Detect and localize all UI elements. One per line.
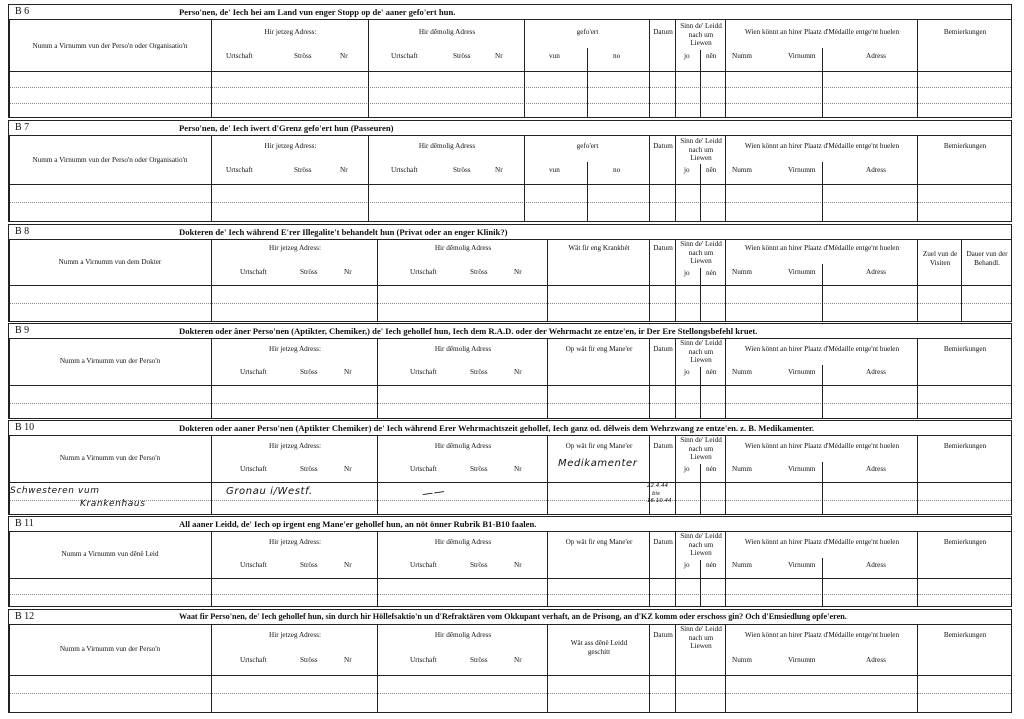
col-name-label: Numm a Virnumm vun der Perso'n oder Organisatio'n [32,42,188,50]
wien-label: Wien könnt an hirer Plaatz d'Médaille entge'nt huelen [744,28,900,36]
col-manier [547,436,649,514]
col-addr-then [377,625,547,712]
datum-label: Datum [653,142,673,150]
nen-label: nén [706,561,717,569]
adress-label: Adress [866,52,886,60]
strooss-label: Ströss [470,465,488,473]
col-sinn [675,20,725,117]
col-datum [649,240,675,321]
numm-label: Numm [732,268,752,276]
section-header [9,610,1011,625]
nr-label: Nr [340,166,348,174]
bem-label: Bemierkungen [943,538,987,546]
section-table [9,532,1011,606]
ort-label: Urtschaft [391,52,418,60]
section-code: B 6 [15,6,30,17]
sinn-label: Sinn de' Leidd nach um Liewen [680,532,722,557]
col-addr-now [211,436,377,514]
dauer-label: Dauer vun der Behandl. [966,250,1008,267]
vun-label: vun [549,166,560,174]
col-sinn [675,436,725,514]
nr-label: Nr [344,656,352,664]
col-addr-now [211,20,368,117]
section-title: Dokteren oder aaner Perso'nen (Aptikter Chemiker) de' Iech während Erer Wehrmachtszeit gehollef, Iech ganz od. dêlweis dem Wehrzwang ze entze'en. z. B. Medikamenter. [179,423,815,433]
section-b11 [8,516,1012,607]
handwritten-dash: —— [421,484,446,501]
col-name-label: Numm a Virnumm vun der Perso'n [59,357,161,365]
nen-label: nén [706,368,717,376]
nr-label: Nr [514,656,522,664]
adress-label: Adress [866,656,886,664]
strooss-label: Ströss [300,268,318,276]
addr-now-label: Hir jetzeg Adress: [264,142,317,150]
section-table [9,436,1011,514]
krankheet-label: Wät fir eng Krankhét [568,244,630,252]
strooss-label: Ströss [294,166,312,174]
numm-label: Numm [732,656,752,664]
datum-label: Datum [653,244,673,252]
col-manier [547,532,649,606]
col-sinn [675,532,725,606]
numm-label: Numm [732,465,752,473]
col-name [9,532,211,606]
col-addr-then [368,136,524,221]
addr-now-label: Hir jetzeg Adress: [269,538,321,546]
col-addr-now [211,339,377,418]
addr-now-label: Hir jetzeg Adress: [269,345,321,353]
numm-label: Numm [732,52,752,60]
strooss-label: Ströss [294,52,312,60]
nr-label: Nr [344,368,352,376]
section-code: B 9 [15,325,30,336]
col-wien [725,339,917,418]
ort-label: Urtschaft [240,561,267,569]
strooss-label: Ströss [453,52,471,60]
datum-label: Datum [653,28,673,36]
virnumm-label: Virnumm [788,656,816,664]
strooss-label: Ströss [470,656,488,664]
nr-label: Nr [495,52,503,60]
section-code: B 8 [15,226,30,237]
handwritten-name-line2: Krankenhaus [80,499,146,509]
ort-label: Urtschaft [226,166,253,174]
addr-now-label: Hir jetzeg Adress: [264,28,317,36]
nen-label: nên [706,52,717,60]
jo-label: jo [684,368,690,376]
col-addr-then [377,240,547,321]
adress-label: Adress [866,166,886,174]
section-header [9,5,1011,20]
section-code: B 11 [15,518,34,529]
bem-label: Bemierkungen [943,28,987,36]
handwritten-name-line1: Schwesteren vum [10,486,100,496]
section-title: Waat fir Perso'nen, de' Iech gehollef hun, sin durch hir Höllefsaktio'n un d'Refraktären vom Okkupant verhaft, an de Prisong, an d'KZ komm oder erschoss gin? Och d'Emsiedlung opfe'eren. [179,612,847,621]
addr-then-label: Hir dêmolig Adress [434,244,492,252]
col-addr-then [377,339,547,418]
col-wien [725,20,917,117]
col-bem [917,625,1011,712]
nr-label: Nr [514,368,522,376]
col-addr-now [211,625,377,712]
bem-label: Bemierkungen [943,442,987,450]
section-table [9,240,1011,321]
handwritten-date-bis: bis [652,491,660,497]
section-table [9,20,1011,117]
ort-label: Urtschaft [240,465,267,473]
nr-label: Nr [514,465,522,473]
datum-label: Datum [653,631,673,639]
section-header [9,324,1011,339]
virnumm-label: Virnumm [788,52,816,60]
col-addr-now [211,532,377,606]
addr-then-label: Hir dêmolig Adress [418,28,476,36]
adress-label: Adress [866,368,886,376]
col-wien [725,240,917,321]
geschitt-label: Wät ass dênë Leidd geschitt [570,639,628,656]
wien-label: Wien könnt an hirer Plaatz d'Médaille entge'nt huelen [744,631,900,639]
virnumm-label: Virnumm [788,368,816,376]
jo-label: jo [684,166,690,174]
section-title: Dokteren de' Iech während E'rer Illegalite't behandelt hun (Privat oder an enger Klinik?) [179,227,508,237]
col-addr-now [211,136,368,221]
nen-label: nén [706,465,717,473]
jo-label: jo [684,52,690,60]
col-bem [917,136,1011,221]
section-header [9,225,1011,240]
jo-label: jo [684,561,690,569]
col-name-label: Numm a Virnumm vun der Perso'n oder Organisatio'n [32,156,188,164]
ort-label: Urtschaft [240,368,267,376]
col-wien [725,436,917,514]
ort-label: Urtschaft [240,268,267,276]
numm-label: Numm [732,166,752,174]
strooss-label: Ströss [453,166,471,174]
section-b8 [8,224,1012,322]
col-name [9,136,211,221]
section-code: B 12 [15,611,35,622]
col-sinn [675,625,725,712]
sinn-label: Sinn de' Leidd nach um Liewen [680,137,722,162]
col-datum [649,339,675,418]
col-wien [725,625,917,712]
strooss-label: Ströss [470,268,488,276]
addr-then-label: Hir dêmolig Adress [434,631,492,639]
col-gefoert [524,136,649,221]
col-bem [917,339,1011,418]
nen-label: nén [706,269,717,277]
col-name [9,436,211,514]
col-wien [725,136,917,221]
col-sinn [675,339,725,418]
col-name [9,20,211,117]
section-title: Perso'nen, de' Iech hei am Land vun enger Stopp op de' aaner gefo'ert hun. [179,7,456,17]
section-b7 [8,120,1012,222]
section-table [9,625,1011,712]
col-sinn [675,136,725,221]
manier-label: Op wät fir eng Mane'er [565,538,633,546]
nen-label: nên [706,166,717,174]
bem-label: Bemierkungen [943,142,987,150]
col-datum [649,625,675,712]
col-name-label: Numm a Virnumm vun der Perso'n [59,454,161,462]
col-datum [649,20,675,117]
section-code: B 7 [15,122,30,133]
nr-label: Nr [514,561,522,569]
col-wien [725,532,917,606]
datum-label: Datum [653,538,673,546]
wien-label: Wien könnt an hirer Plaatz d'Médaille entge'nt huelen [744,244,900,252]
col-gefoert [524,20,649,117]
addr-then-label: Hir dêmolig Adress [418,142,476,150]
section-code: B 10 [15,422,35,433]
col-name [9,625,211,712]
datum-label: Datum [653,442,673,450]
virnumm-label: Virnumm [788,561,816,569]
addr-then-label: Hir dêmolig Adress [434,538,492,546]
section-b10 [8,420,1012,515]
jo-label: jo [684,269,690,277]
ort-label: Urtschaft [410,656,437,664]
nr-label: Nr [495,166,503,174]
vun-label: vun [549,52,560,60]
addr-now-label: Hir jetzeg Adress: [269,244,321,252]
wien-label: Wien könnt an hirer Plaatz d'Médaille entge'nt huelen [744,538,900,546]
manier-label: Op wät fir eng Mane'er [565,345,633,353]
no-label: no [613,166,621,174]
strooss-label: Ströss [300,561,318,569]
col-addr-then [368,20,524,117]
col-datum [649,532,675,606]
sinn-label: Sinn de' Leidd nach um Liewen [680,436,722,461]
col-zuel [917,240,961,321]
numm-label: Numm [732,368,752,376]
handwritten-place: Gronau i/Westf. [226,486,313,497]
jo-label: jo [684,465,690,473]
col-name-label: Numm a Virnumm vun dem Dokter [58,258,162,266]
virnumm-label: Virnumm [788,166,816,174]
col-sinn [675,240,725,321]
section-header [9,421,1011,436]
bem-label: Bemierkungen [943,631,987,639]
nr-label: Nr [344,465,352,473]
addr-now-label: Hir jetzeg Adress: [269,442,321,450]
section-title: Dokteren oder âner Perso'nen (Aptikter, Chemiker,) de' Iech gehollef hun, Iech dem R.A.D. oder der Wehrmacht ze entze'en, ir Der Ere Stellongsbefehl kruet. [179,326,758,336]
strooss-label: Ströss [470,561,488,569]
strooss-label: Ströss [470,368,488,376]
col-bem [917,436,1011,514]
zuel-label: Zuel vun de Visiten [922,250,958,267]
section-b6 [8,4,1012,118]
section-header [9,517,1011,532]
ort-label: Urtschaft [391,166,418,174]
strooss-label: Ströss [300,368,318,376]
ort-label: Urtschaft [410,268,437,276]
col-name [9,240,211,321]
datum-label: Datum [653,345,673,353]
gefoert-label: gefo'ert [576,142,599,150]
section-b9 [8,323,1012,419]
handwritten-medikamenter: Medikamenter [558,458,638,469]
col-bem [917,20,1011,117]
virnumm-label: Virnumm [788,268,816,276]
addr-now-label: Hir jetzeg Adress: [269,631,321,639]
ort-label: Urtschaft [410,368,437,376]
section-title: Perso'nen, de' Iech iwert d'Grenz gefo'ert hun (Passeuren) [179,123,394,133]
col-addr-now [211,240,377,321]
col-name-label: Numm a Virnumm vun der Perso'n [59,645,161,653]
wien-label: Wien könnt an hirer Plaatz d'Médaille entge'nt huelen [744,442,900,450]
nr-label: Nr [340,52,348,60]
ort-label: Urtschaft [240,656,267,664]
col-geschitt [547,625,649,712]
gefoert-label: gefo'ert [576,28,599,36]
section-b12 [8,609,1012,713]
col-datum [649,136,675,221]
no-label: no [613,52,621,60]
section-table [9,136,1011,221]
col-addr-then [377,532,547,606]
sinn-label: Sinn de' Leidd nach um Liewen [680,625,722,650]
col-addr-then [377,436,547,514]
col-name [9,339,211,418]
col-datum [649,436,675,514]
sinn-label: Sinn de' Leidd nach um Liewen [680,339,722,364]
col-bem [917,532,1011,606]
col-dauer [961,240,1011,321]
wien-label: Wien könnt an hirer Plaatz d'Médaille entge'nt huelen [744,142,900,150]
nr-label: Nr [514,268,522,276]
col-manéier [547,339,649,418]
virnumm-label: Virnumm [788,465,816,473]
adress-label: Adress [866,561,886,569]
section-header [9,121,1011,136]
sinn-label: Sinn de' Leidd nach um Liewen [680,22,722,47]
addr-then-label: Hir dêmolig Adress [434,442,492,450]
col-name-label: Numm a Virnumm vun dênë Leid [61,550,159,558]
wien-label: Wien könnt an hirer Plaatz d'Médaille entge'nt huelen [744,345,900,353]
strooss-label: Ströss [300,656,318,664]
ort-label: Urtschaft [410,465,437,473]
numm-label: Numm [732,561,752,569]
sinn-label: Sinn de' Leidd nach um Liewen [680,240,722,265]
manier-label: Op wät fir eng Mane'er [565,442,633,450]
section-title: All aaner Leidd, de' Iech op irgent eng Mane'er gehollef hun, an nöt önner Rubrik B1-B10 faalen. [179,519,537,529]
nr-label: Nr [344,561,352,569]
nr-label: Nr [344,268,352,276]
handwritten-date-to: 16.10.44 [647,498,672,504]
addr-then-label: Hir dêmolig Adress [434,345,492,353]
bem-label: Bemierkungen [943,345,987,353]
adress-label: Adress [866,465,886,473]
handwritten-date-from: 22.4.44 [647,483,668,489]
col-krankheet [547,240,649,321]
adress-label: Adress [866,268,886,276]
ort-label: Urtschaft [410,561,437,569]
strooss-label: Ströss [300,465,318,473]
ort-label: Urtschaft [226,52,253,60]
section-table [9,339,1011,418]
